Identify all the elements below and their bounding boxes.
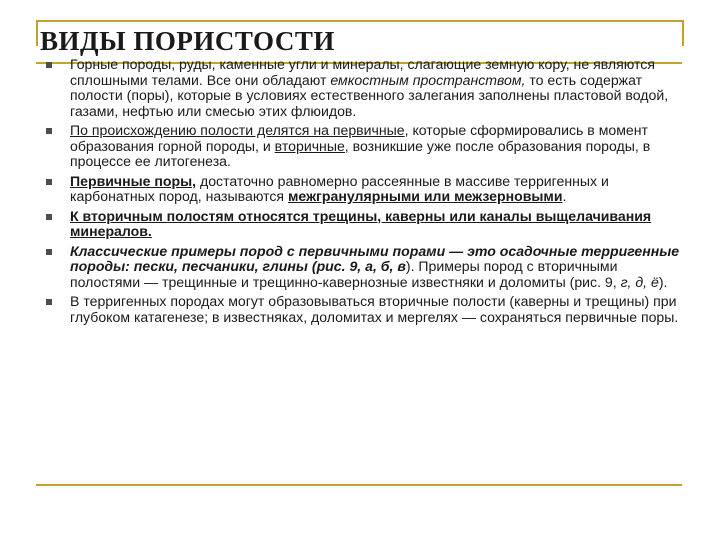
bullet-4-text: К вторичным полостям относятся трещины, каверны или каналы выщелачивания минералов. — [70, 207, 652, 239]
footer-line — [36, 484, 682, 486]
bullet-item-5 — [44, 244, 684, 291]
bullet-item-6 — [44, 294, 684, 325]
bullet-1-text: Горные породы, руды, каменные угли и минералы, слагающие земную кору, не являются сплошными телами. Все они обладают — [70, 56, 655, 88]
bullet-item-3 — [44, 174, 684, 205]
frame-left-line — [36, 20, 38, 46]
bullet-5-figure-ref-1: а, б, в — [365, 258, 406, 274]
bullet-1-term: емкостным пространством, — [330, 71, 526, 88]
frame-right-line — [682, 20, 684, 46]
bullet-1-text-end: то есть содержат полости (поры), которые в условиях естественного залегания заполнены пластовой водой, газами, нефтью или смесью этих флюидов. — [70, 71, 669, 119]
square-bullet-icon — [46, 299, 52, 305]
square-bullet-icon — [46, 179, 52, 185]
bullet-item-4 — [44, 209, 684, 240]
bullet-2-text: , которые сформировались в момент образования горной породы, и — [70, 122, 648, 154]
bullet-2-term: вторичные, — [274, 137, 349, 154]
bullet-5-lead: Классические примеры пород с первичными порами — это осадочные терригенные породы: пески, песчаники, глины (рис. 9, — [70, 242, 680, 274]
bullet-list — [44, 57, 684, 329]
bullet-item-2 — [44, 123, 684, 170]
bullet-3-term: межгранулярными или межзерновыми — [287, 188, 563, 204]
bullet-2-text-end: возникшие уже после образования породы, в процессе ее литогенеза. — [70, 137, 651, 169]
bullet-2-lead: По происхождению полости делятся на первичные — [70, 122, 405, 138]
square-bullet-icon — [46, 128, 52, 134]
square-bullet-icon — [46, 214, 52, 220]
bullet-5-text: ). Примеры пород с вторичными полостями — трещинные и трещинно-кавернозные известняки и доломиты (рис. 9, — [70, 258, 621, 290]
bullet-3-text: достаточно равномерно рассеянные в массиве терригенных и карбонатных пород, называются — [70, 172, 609, 204]
square-bullet-icon — [46, 62, 52, 68]
bullet-5-text-end: ). — [658, 273, 668, 290]
bullet-5-figure-ref-2: г, д, ё — [620, 273, 659, 290]
bullet-item-1 — [44, 57, 684, 119]
square-bullet-icon — [46, 249, 52, 255]
bullet-3-text-end: . — [562, 188, 567, 204]
bullet-6-text: В терригенных породах могут образовываться вторичные полости (каверны и трещины) при глубоком катагенезе; в известняках, доломитах и мергелях — сохраняться первичные поры. — [70, 293, 679, 325]
slide-title: ВИДЫ ПОРИСТОСТИ — [40, 26, 335, 56]
bullet-3-lead: Первичные поры, — [70, 172, 197, 189]
frame-top-line — [36, 20, 684, 22]
